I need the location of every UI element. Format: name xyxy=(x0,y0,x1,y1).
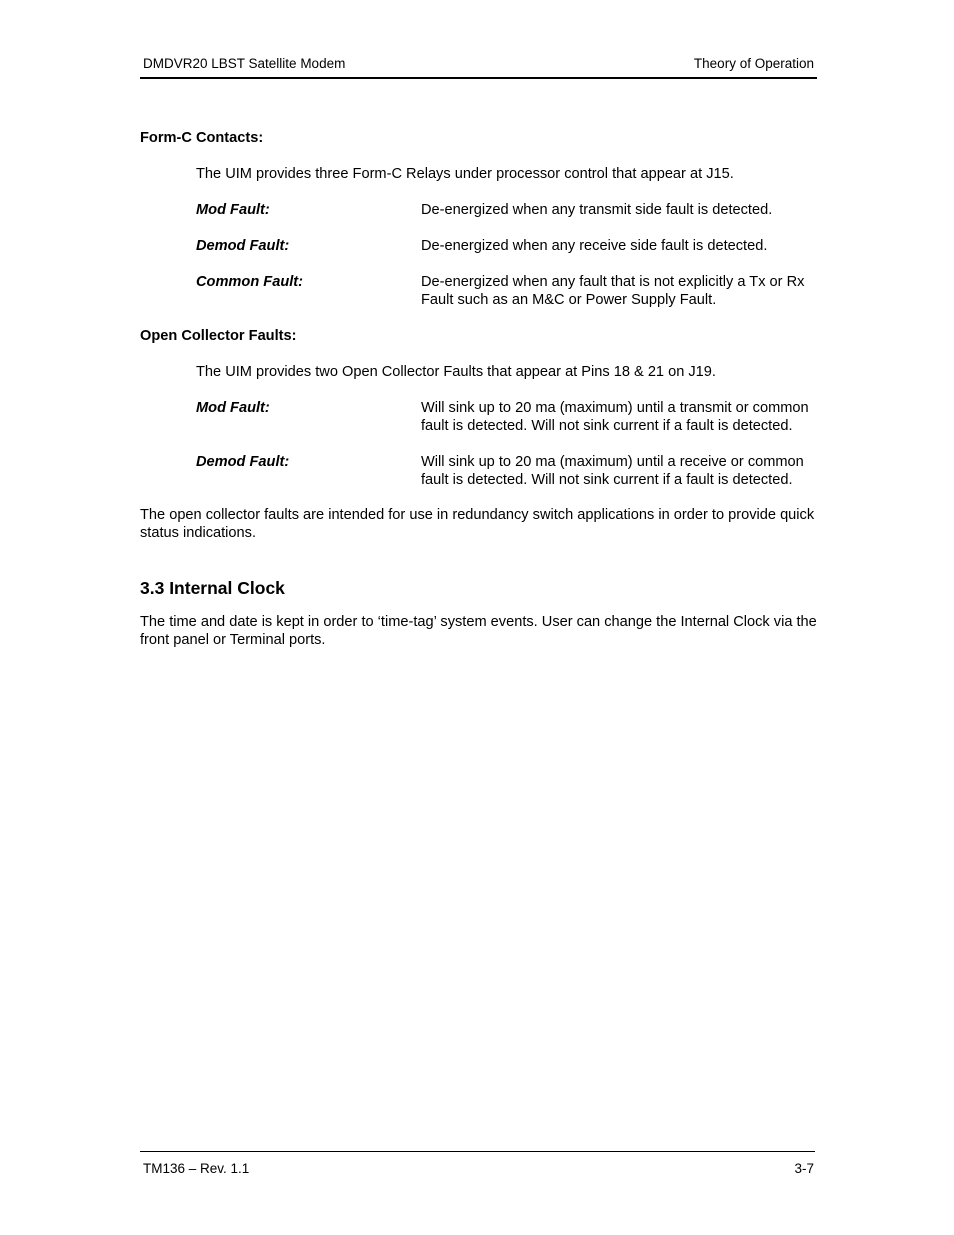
definition-term: Mod Fault: xyxy=(196,400,270,416)
form-c-item-mod-fault xyxy=(140,201,817,219)
section-heading: 3.3 Internal Clock xyxy=(140,578,285,598)
open-collector-heading: Open Collector Faults: xyxy=(140,328,297,344)
open-collector-intro: The UIM provides two Open Collector Faults that appear at Pins 18 & 21 on J19. xyxy=(196,364,716,380)
definition-description: Will sink up to 20 ma (maximum) until a receive or common fault is detected. Will not sink current if a fault is detected. xyxy=(421,454,804,488)
footer-revision: TM136 – Rev. 1.1 xyxy=(143,1161,250,1176)
definition-term: Common Fault: xyxy=(196,274,304,290)
definition-term: Mod Fault: xyxy=(196,202,270,218)
page-footer xyxy=(140,1151,815,1176)
definition-description: De-energized when any transmit side fault is detected. xyxy=(421,202,773,218)
header-chapter-title: Theory of Operation xyxy=(693,56,814,71)
form-c-intro: The UIM provides three Form-C Relays under processor control that appear at J15. xyxy=(196,166,734,182)
definition-term: Demod Fault: xyxy=(196,238,290,254)
form-c-heading: Form-C Contacts: xyxy=(140,130,264,146)
definition-description: Will sink up to 20 ma (maximum) until a transmit or common fault is detected. Will not sink current if a fault is detected. xyxy=(421,400,809,434)
open-collector-item-mod-fault xyxy=(140,399,817,435)
page-content xyxy=(140,129,817,649)
footer-page-number: 3-7 xyxy=(794,1161,814,1176)
open-collector-item-demod-fault xyxy=(140,453,817,489)
definition-term: Demod Fault: xyxy=(196,454,290,470)
open-collector-note: The open collector faults are intended for use in redundancy switch applications in order to provide quick status indications. xyxy=(140,507,815,541)
form-c-item-common-fault xyxy=(140,273,817,309)
definition-description: De-energized when any fault that is not explicitly a Tx or Rx Fault such as an M&C or Power Supply Fault. xyxy=(421,274,805,308)
page-header xyxy=(140,55,817,79)
header-document-title: DMDVR20 LBST Satellite Modem xyxy=(143,56,346,71)
form-c-item-demod-fault xyxy=(140,237,817,255)
definition-description: De-energized when any receive side fault is detected. xyxy=(421,238,768,254)
section-body: The time and date is kept in order to ‘time-tag’ system events. User can change the Internal Clock via the front panel or Terminal ports. xyxy=(140,614,817,648)
